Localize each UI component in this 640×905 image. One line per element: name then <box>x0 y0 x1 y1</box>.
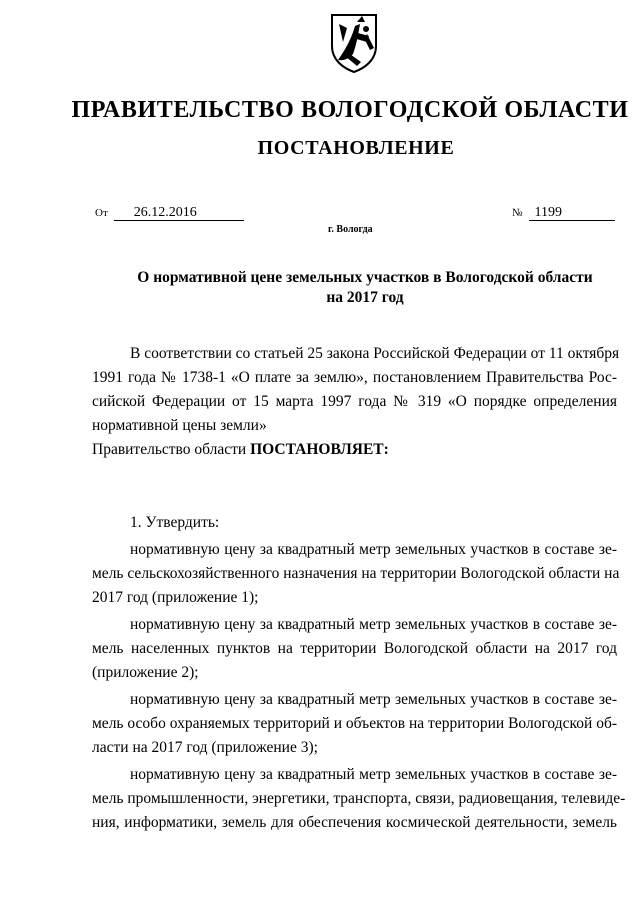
text-line: нормативную цену за квадратный метр земельных участков в составе зе- <box>130 616 617 633</box>
text-line: нормативную цену за квадратный метр земельных участков в составе зе- <box>130 691 617 708</box>
resolution-subject: Правительство области <box>92 441 251 458</box>
text-line: ласти на 2017 год (приложение 3); <box>92 739 318 756</box>
text-line: нормативную цену за квадратный метр земельных участков в составе зе- <box>130 541 617 558</box>
text-line: 1991 года № 1738-1 «О плате за землю», постановлением Правительства Рос- <box>92 369 617 386</box>
approval-section <box>92 511 626 835</box>
date-value: 26.12.2016 <box>114 205 244 221</box>
text-line: мель промышленности, энергетики, транспорта, связи, радиовещания, телевиде- <box>92 790 626 807</box>
subject-line: на 2017 год <box>326 289 404 306</box>
city-label: г. Вологда <box>328 224 373 235</box>
government-title: ПРАВИТЕЛЬСТВО ВОЛОГОДСКОЙ ОБЛАСТИ <box>71 97 629 123</box>
text-line: сийской Федерации от 15 марта 1997 года № 319 «О порядке определения <box>92 393 617 410</box>
number-prefix: № <box>512 207 523 219</box>
text-line: мель населенных пунктов на территории Вологодской области на 2017 год <box>92 640 617 657</box>
text-line: 2017 год (приложение 1); <box>92 589 259 606</box>
text-line: нормативную цену за квадратный метр земельных участков в составе зе- <box>130 766 617 783</box>
paragraph-4 <box>92 763 626 835</box>
coat-of-arms-emblem <box>329 12 379 74</box>
text-line: нормативной цены земли» <box>92 417 267 434</box>
preamble <box>92 342 620 462</box>
resolution-line <box>92 438 617 462</box>
text-line: ния, информатики, земель для обеспечения космической деятельности, земель <box>92 814 617 831</box>
text-line: (приложение 2); <box>92 664 199 681</box>
date-field <box>95 205 244 221</box>
subject-line: О нормативной цене земельных участков в Вологодской области <box>137 269 593 286</box>
date-prefix: От <box>95 207 108 219</box>
number-value: 1199 <box>529 205 615 221</box>
item-heading: 1. Утвердить: <box>130 514 220 531</box>
resolution-verb: ПОСТАНОВЛЯЕТ: <box>250 441 389 458</box>
text-line: мель особо охраняемых территорий и объектов на территории Вологодской об- <box>92 715 617 732</box>
paragraph-2 <box>92 613 617 685</box>
text-line: мель сельскохозяйственного назначения на территории Вологодской области на <box>92 565 620 582</box>
paragraph-1 <box>92 538 620 610</box>
document-subject <box>120 268 610 308</box>
paragraph-3 <box>92 688 617 760</box>
text-line: В соответствии со статьей 25 закона Российской Федерации от 11 октября <box>130 345 620 362</box>
document-type: ПОСТАНОВЛЕНИЕ <box>257 137 455 159</box>
number-field <box>512 205 615 221</box>
